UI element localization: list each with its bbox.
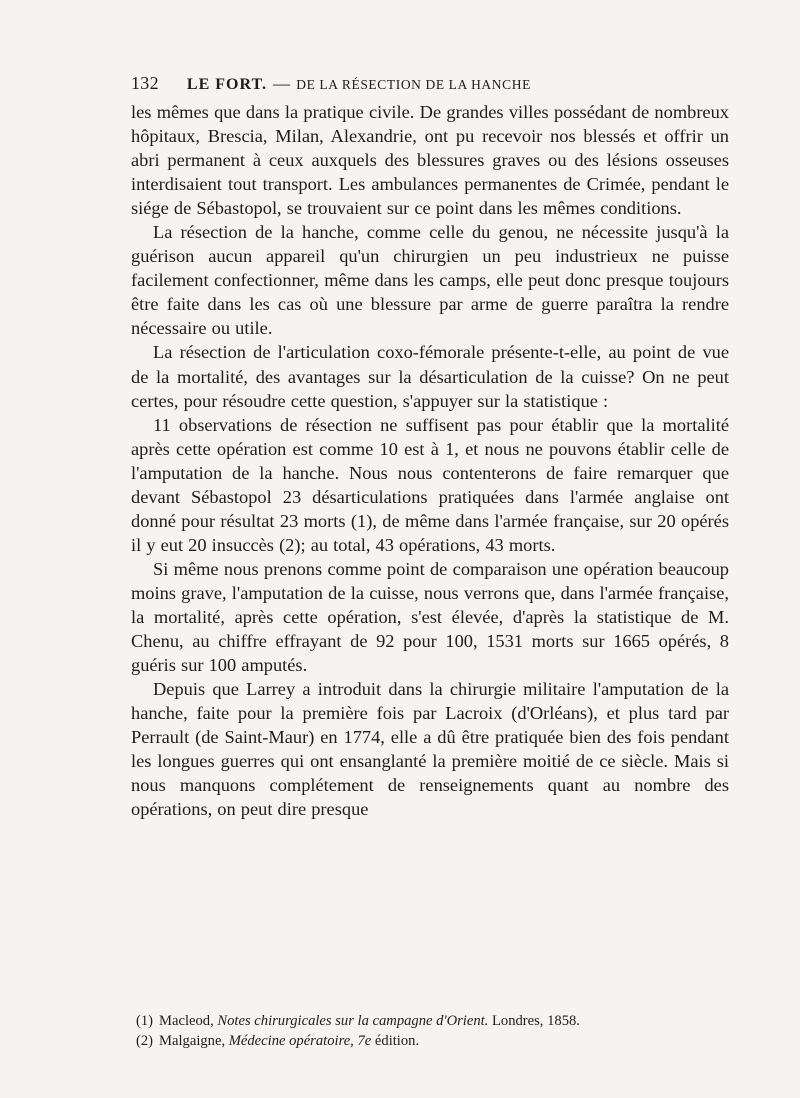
paragraph: Depuis que Larrey a introduit dans la chirurgie militaire l'amputation de la hanche, faite pour la première fois par Lacroix (d'Orléans), et plus tard par Perrault (de Saint-Maur) en 1774, elle a dû être pratiquée bien des fois pendant les longues guerres qui ont ensanglanté la première moitié de ce siècle. Mais si nous manquons complétement de renseignements quant au nombre des opérations, on peut dire presque: [131, 679, 729, 820]
paragraph: les mêmes que dans la pratique civile. De grandes villes possédant de nombreux hôpitaux, Brescia, Milan, Alexandrie, ont pu recevoir nos blessés et offrir un abri permanent à ceux auxquels des blessures graves ou des lésions osseuses interdisaient tout transport. Les ambulances permanentes de Crimée, pendant le siége de Sébastopol, se trouvaient sur ce point dans les mêmes conditions.: [131, 102, 729, 219]
footnote-title: Notes chirurgicales sur la campagne d'Orient.: [217, 1013, 489, 1029]
footnotes: [136, 1011, 736, 1051]
footnote-publication: édition.: [374, 1033, 420, 1049]
footnote-author: Malgaigne,: [159, 1033, 226, 1049]
footnote: [136, 1031, 736, 1051]
body-text: [131, 100, 729, 821]
page-number: 132: [131, 73, 159, 93]
running-head-dash: —: [272, 74, 291, 93]
footnote-publication: Londres, 1858.: [491, 1013, 580, 1029]
footnote-number: (2): [136, 1033, 154, 1049]
running-head-author: LE FORT.: [186, 76, 267, 93]
running-head-title: DE LA RÉSECTION DE LA HANCHE: [296, 77, 531, 92]
paragraph: 11 observations de résection ne suffisent pas pour établir que la mortalité après cette opération est comme 10 est à 1, et nous ne pouvons établir celle de l'amputation de la hanche. Nous nous contenterons de faire remarquer que devant Sébastopol 23 désarticulations pratiquées dans l'armée anglaise ont donné pour résultat 23 morts (1), de même dans l'armée française, sur 20 opérés il y eut 20 insuccès (2); au total, 43 opérations, 43 morts.: [131, 414, 729, 555]
paragraph: La résection de l'articulation coxo-fémorale présente-t-elle, au point de vue de la mortalité, des avantages sur la désarticulation de la cuisse? On ne peut certes, pour résoudre cette question, s'appuyer sur la statistique :: [131, 342, 729, 411]
footnote-author: Macleod,: [159, 1013, 214, 1029]
footnote: [136, 1011, 736, 1031]
running-head: [131, 73, 731, 95]
paragraph: La résection de la hanche, comme celle du genou, ne nécessite jusqu'à la guérison aucun appareil qu'un chirurgien un peu industrieux ne puisse facilement confectionner, même dans les camps, elle peut donc presque toujours être faite dans les cas où une blessure par arme de guerre paraîtra la rendre nécessaire ou utile.: [131, 222, 729, 339]
footnote-title: Médecine opératoire, 7e: [228, 1033, 372, 1049]
paragraph: Si même nous prenons comme point de comparaison une opération beaucoup moins grave, l'amputation de la cuisse, nous verrons que, dans l'armée française, la mortalité, après cette opération, s'est élevée, d'après la statistique de M. Chenu, au chiffre effrayant de 92 pour 100, 1531 morts sur 1665 opérés, 8 guéris sur 100 amputés.: [131, 558, 729, 676]
footnote-number: (1): [136, 1013, 154, 1029]
